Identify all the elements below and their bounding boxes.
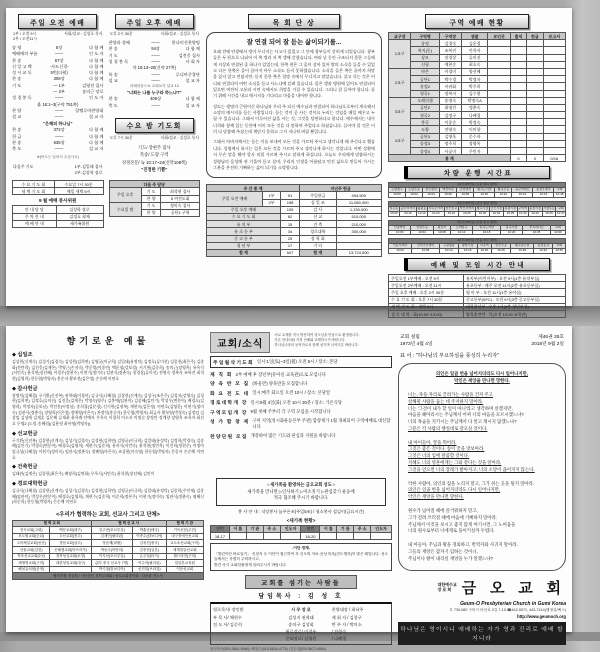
news-items: 제 직 회 2부 예배 후 장년부(유아실·교육관)으로 모입니다 양 육 반 모 집 (바울반) 양육반을 모집합니다 화 요 전 도 대 일시:매주 화요일 오전 10시 / 장소: 본당앞 경로대학개 강 일시:9월 4일(화) 오전 10시 30분 / 장소: 가온식당 구역모임개 강 9월 첫째 주부터 각 구역 모임을 시작합니다 성 가 합 창 제 구미 지역(성시화운동본부 주관) 합창제가 1월 개최되어 구역예배로 대신합니다 찬양단원 모집 개강하여 많은 기도와 관심과 지원을 바랍니다 [210,371,391,440]
wed-prayer-title: 수요 밤 기도회 [115,118,194,133]
cooperation-title: <우리가 협력하는 교회, 선교사 그리고 단체> [56,511,160,518]
worship-column [12,14,200,300]
district-column [388,14,566,317]
senior-pastor: 담임목사 : 김 성 호 [258,594,344,601]
pm-worship-title: 주일 오후 예배 [115,14,194,29]
scripture-poem-box: 의인은 일곱 번을 넘어지더라도 다시 일어나지만, 악인은 재앙을 만나면 망한다. 너는, 죽을 자리로 끌려가는 사람을 건져 주고 살해될 사람을 돕는 데 주저하지 말아라. 너는 '그것이 내가 할 일이 아니'라고 생각하며 살겠지만, 마음을 헤아리시는 주님께서 어찌 너의 마음을 모르시겠느냐? 너의 목숨을 지키시는 주님께서 다 알고 계시지 않겠느냐? 그분은 각 사람의 행실대로 갚으실 것이다. 내 아이들아, 꿀을 먹어라. 그것은 좋은 것이다. 송이 꿀을 맛보아라. 그것은 너의 입에 달콤할 것이다. 지혜도 너의 영혼에게는 그와 같다는 것을 알아라. 그것을 얻으면 너의 장래가 밝아지고, 너의 소망이 끊어지지 않는다. 악한 사람아, 의인의 집을 노리지 말고, 그가 쉬는 곳을 털지 말아라. 의인은 일곱 번을 넘어지더라도 다시 일어나지만, 악인은 재앙을 만나면 망한다. 원수가 넘어질 때에 즐거워하지 말고, 그가 걸려 쓰러질 때에 마음에 기뻐하지 말아라. 주님께서 이것을 보시고 좋지 않게 여기시면, 그 노여움을 너의 원수로부터 너에게로 돌이키실까 두렵다. 내 아들아, 주님과 왕을 경외하고, 반역자와 사귀지 말아라. 그들의 재앙은 갑자기 임하는 것이니, 주님이나 왕이 내리실 재앙을 누가 알겠느냐? [398,363,566,570]
news-title: 교회/소식 [210,332,270,353]
standing-note: ※(묵도는 일어서 주십시오) [36,155,79,160]
church-website-url: http://www.geumoch.org [517,613,566,619]
news-intro: 서로 교제를 적극 방문하여 성도님을 만남으로 환영합니다. 가온 안내서와 가정 선배와 교제하시기 바랍니다. 하나님나라의 동역자로서 함께 섬기며 나아가길 바랍니다. [274,333,360,348]
founded-block: 교회 설립 1973년 4월 4일 [400,335,433,348]
pm-leader: 사회/설교 : 김성호 목사 [160,32,199,36]
service-guide: 봉 사 안 내 : 식당봉사 늘푸른조(주일5조) / 청소봉사 섬김이(금요시간) [238,508,364,514]
pastoral-column [206,14,382,300]
bus-route-2-table: 2호차 45인승 (공단·원평 방면) 임은동 공단사거리 광평동 사곡오거리 상모초교 상모사거리 형곡시장 금오시장 원평시장 구미역 송정시장 시청후문 교회 10:00 10:10 10:13 10:20 10:22 10:25 10:30 10:32 10:35 10:40 10:43 10:45 10:47 [389,201,565,215]
cover-column [398,332,566,643]
issue-block: 제46권 35호 2018년 9월 2일 [531,335,564,348]
essay-paragraphs: 오래 전에 탄광에서 갱이 무너지는 사고가 있었고 그 안에 광부들이 갇히게 되었습니다. 광부들은 두 편으로 나뉘어 이 쪽 갱과 저 쪽 갱에 갇혔습니다. 여러 날 동안 구조되지 못한 그들에게 지상과 연결된 줄 하나가 있었는데, 한쪽 편은 그 줄이 살아 있어 밖의 소식을 들을 수 있었고 다른 한쪽은 줄이 끊어져 아무 소식도 듣지 못하였습니다. 소식을 들은 쪽은 끝까지 희망을 잃지 않고 견뎠지만, 듣지 못한 쪽은 절망 속에서 무너지고 말았습니다. 살고 죽는 것은 어디와 연결되어 어떤 소식을 듣고 사느냐에 달려 있습니다. 몸은 갱과 병원에 있어도 연결되어 있으면 여전히 고통과 시련 속에서도 희망을 가질 수 있습니다. 그러니 잘 들어야 합니다. 듣기 위해 시간을 내고 메시지를 기다리고 마음을 내어야 합니다. 성도는 생명의 근원이신 하나님과 우리 주 되신 예수님과 연결되어 하나님으로부터 계속해서 소망의 메시지를 듣는 사람입니다. 듣는 것이 곧 사는 것이요 누리는 것임을 매일 배우고 누릴 수 있습니다. 그래서 이루어진 삶을 사는 것, 그것을 당연하다고 합니다. 예수께서는 내가 너희와 함께 있는 동안에 이미 모든 것을 다 말하여 주었다고 하셨습니다. 들어야 할 것은 이미 다 말씀해 주셨는데 깨닫지 못하고 그저 지나쳐 버릴 뿐입니다. 그래서 아버지께서는 듣는 이를 보내어 모든 것을 가르쳐 주시고 생각나게 해 주신다고 했습니다. 성령께서 하시는 일은 모든 것을 가르쳐 주고 생각나게 하시는 것입니다. 어떤 상황에서 무슨 말을 해야 할지 직접 가르쳐 주시고 말하게 하십니다. 오늘도 우리에게 말씀하시는 성령님의 음성에 귀 기울여 듣고 살며, 우리의 인생을 아름답고 멋진 삶으로 만들어 가시는 그분을 온전히 기뻐하는 삶이 되기를 소망합니다. [213,49,375,170]
church-address: 우 730-080 구미시 비산로 2길 7-10 ☎442-0071, 443-7414(행정실/팩스) [449,607,566,612]
church-name-english: Geum-O Presbyterian Church in Gumi Korea [460,600,566,607]
staff-pastors: 원로목사/ 장인환 부 목 사/ 채현수 전 도 사/ 김순희 [213,607,244,627]
am-times: 1부 / 오전 9시 2부 / 오전11시 [13,32,37,41]
meeting-times-title: 예배 및 모임 시간 안내 [404,258,550,271]
blank-space [210,442,392,474]
bus-route-3-table: 3호차 15인승 (신평·봉곡 방면) 신평벽산 신평주공 원호리 도개입구 봉곡도서관 봉곡시장 부곡하나로 교회 10:00 10:04 10:08 10:13 10:15 10:20 10:25 10:30 [388,220,566,236]
district-status-table: 교구장 구역명 구역장 권찰 모인곳 출석 헌금 보고서 1교구 송정 김경숙 김운경 복지(동) 조복진 안옥자 상모 장경상 류미선 신평 예현순 최호숙 2교구 야은 이경미 양선혜 공단1 박수경 박정자 송정2 이귀화 박주희 형곡1 정복자 김수열 3교구 도레미샘 송명숙 박명숙A 공단2 최명진 정춘숙 형곡2 김정구 나혜경 봉곡 이종순 박정숙 4교구 도량 전영숙 이미향 공단3 김영욱 문수자 송정3 정주희 장영옥 송정4 사공미 주민자 통 계 0 0 0/16 [388,32,566,162]
offerings-column [12,332,204,626]
district-title: 구역 예배 현황 [425,14,528,29]
issue-meta [400,334,564,348]
pastoral-title: 목 회 단 상 [248,14,340,29]
contact-phones: 담임목사(010-3641-9046) /채현수(010-5634-4775) /김순희(010-5672-9064) [210,647,326,652]
am-worship-section [12,14,104,231]
church-name: 금 오 교 회 [461,580,566,597]
am-order-list: 송 영 5장 다 함 께 예배에의 부름 ―― 인 도 자 찬 송 67장 다 함 께 신 앙 고 백 -사도신경- 다 함 께 성 시 교 독 5번(다윗) 다 함 께 찬 송 308장 다 함 께 기 도 ― 1부 김영진 집사 ― 2부 송의근 장로 성 경 봉 독 ―― 인 도 자 욥 16:1~3(구약 751쪽) 찬 양 ―― 할렐루야찬양대 설 교 ―― 설 교 자 "은혜의 하나님" 찬 송 372장 다 함 께 헌 금 ―― 다 함 께 찬 송 635장 다 함 께 축 도 ―― 설 교 자 [12,45,104,152]
offering-category-thanks: ◆ 감사헌금 장영덕(김혜경) 구기환(신진복) 권혁태(이경미) 김규식(나혜경) 김상현(신계숙) 김성구(조은주) 김성지(강영숙) 김성현(김희연) 김정호(류미선) 김진웅(김계은) 박명숙(영주) 김봉예(임관이) 김종혜(김안기) 박성우(변분이) 배경호(김영희) 박정자(공보남) 박진홍(이정심) 송희경(김문경) 신기현(김정복) 계현숙(김은정) 이연호(김영운) 이현기(정미숙) 임관식(정춘숙) 장영희(이은정) 정애영(마은숙) 차정덕(홍순자) 한동엽(박영자) 최금자 황보영(박정숙) 김정임 김상임 김성애 김제훈 김문혜 류재윤 윤옥례 안예자 우옥숙 이경희 이소자 이정순 장정란 정계향 장영옥 조옥자 최선호 무명2 (드림-송혜림)(김용원 최아영(박영자)) [12,385,204,426]
bus-schedule-title: 차량 운행 시간표 [404,166,550,179]
next-week-duty-table: 다음 주 담당 주일 오후 기 도 최석현 집사 찬 양 5 여전도회 수요일 밤 기 도 정미숙 집사 찬 양 공단1 구역 [109,180,201,217]
offering-category-tithe: ◆ 십일조 김상현(신계숙) 김성기(김경숙) 김성현(김희연) 김영균(이규희) 김일태(유정덕) 김정호(류미선) 김종천(최은주) 김종화(전란희) 김진웅(김계은) 박영근(손지숙) 박준열(이종련) 백운철(강보경) 서기현(김준희) 송의근(장영옥) 유옥식(서민숙) 윤석현(장선혜) 이경우(정현주) 이현기(정미숙) 임관식(정춘숙) 장경상(류미선) 전영숙 정복자 조복진 최석현(김영희) 한동엽(박영자) 홍순자 황보전(김은정) 손순례 이연호 [12,352,204,381]
weekly-stats-table: 주 간 통 계 지난주 헌금 주일 오전 예배 1부 91 주일헌금 494,500 2부 198 십 일 조 11,080,000 주일 오후 예배 105 감 사 1,130,000 수 요 기 도 회 62 선 교 510,000 유 치 부 15 건 축 210,000 유 초 등 부 34 경로대학 300,000 중 고 등 부 25 장 학 회 청 년 부 17 기 타 합 계 547 합 계 13,724,500 [206,184,382,257]
wed-prayer-meta: 오후 7시 30분 사회/설교 : 김성호 목사 [109,135,199,140]
am-worship-title: 주일 오전 예배 [18,14,97,29]
pm-time: 오후 2시 30분 [109,32,133,36]
pm-worship-meta [110,32,200,37]
new-family-table: 연번 이 름 기 관 주 소 인도자 연번 이 름 기 관 주 소 인도자 18-17 18-20 [210,525,392,540]
volunteers-table: 안 내 담 당 김상학 장로 주 차 안 내 김정호 형제 예 배 안 내 새가족위원 [12,205,104,228]
essay-title: 잘 연결 되어 잘 듣는 삶이되기를... [246,39,342,46]
heresy-warning-box: -이단 경계- 「열린이단 바로알기」 신천지 등 이단이 접근하여 각 신도의 자료·음성 미혹(전도행각)이 많은 때입니다. 성도들께서는 각별히 주의하시고, 발견 즉시 교회임원에게 알려주시기 바랍니다. [210,543,392,571]
offerings-title: 향기로운 예물 [66,336,150,346]
bulletin-page-bottom [6,326,572,652]
am-worship-meta [13,32,103,42]
denomination: 대한예수교 장 로 회 [437,581,457,593]
cooperation-table: 협 력 교 회 협 력 선 교 사 협 력 기 관 전곡교회(고령) 백문교회(대구) 김주현(포르투갈) 박훈준(태국) 기독신문(주간) 포도원교회(군위) 우신교회(전주) 김재민(필리핀) 이종수(캄보디아) 대구장애인선교회 고아제일교회(선산) 정문교회(상주) 정준제(네팔) 김성진(중국) 교도소선교회(구미) 산돌교회(김천) 은혜샘교회(아프리카) 박동수(미얀마) 김종현(일본) 세계밀알선교회 목포선교교회(2곳) 경북성심교회(소망) 이지선(포르투갈) 손주열(터키) 월드비전(구미) 새생명교회(구미) 대한성임교회(대구) (2부 중국 선교사 7명) 이수아(필리핀) 밀알본교육원 해성유치원(운영) 박기철(캄보디아) 신진희(브라질) 이음선교회 협력지원 정심원 / 사단법인 경북두레회 / 삼일교회장학회 : 다문화 전도사 [12,520,204,580]
prayer-meeting-table: 수 요 기 도 회 수요일 7시 30분 새 벽 기 도 회 매일 새벽 5시 [12,180,104,195]
church-motto: 표 어 : "하나님의 부요하심을 풍성히 누리자" [400,353,499,360]
pm-order-list: 찬양과 경배 ―― 한나미션찬양팀 찬 송 94장 다 함 께 기 도 ―― 김진웅 집사 성 경 봉 독 ―― 사 회 자 마 16:13~20(신약 27쪽) 특 송 ―― 루디아중창단 설 교 ―― 설 교 자 마태복음으로 교회보기 설교 13 "너희는 나를 누구라 하느냐?" 찬 송 406장 다 함 께 축 도 ―― 설 교 자 [108,40,200,108]
wed-prayer-details: 기도/ 장현주 집사 특송/ 도량 구역 성경본문/ 눅 10:17~24(신약108쪽) "진정한 기쁨" [121,144,187,172]
new-family-status-title: <새가족 현황> [286,517,316,523]
volunteers-title: 9 월 예배 봉사위원 [39,198,77,204]
monthly-prayer-notice: 주일월삭기도회 일시:1일(토)~3일(월) 오전 5시 / 장소: 본당 [210,356,392,368]
new-family-welcome-box: ☆새가족을 환영하는 금오교회 성도☆ 새가족을 만나면 ▷인사하기 ▷미소짓기 ▷관심갖기 운동에 적극 협조해 주시기 바랍니다. [216,478,386,506]
pastoral-essay-box [206,32,382,178]
offering-category-mission: ◆ 선교헌금 구기환(신진복) 김상현(신계숙) 김성기(김경숙) 김성현(김희연) 김영균(이규희) 김일태(유정덕) 김정희(박경숙) 김종혜(김안기) 박경숙(변분이) 배경호(김영희) 계현수(김준희) 유옥식(서민숙) 윤석현(정빈옥) 이건희(정현주) 이정아 임규상(나혜경) 이현기(정미숙) 임관식(정춘숙) 정해영(마은숙) 조상현(이숙영) 한동엽(박영자) 문종자 손순례 이연호 [12,430,204,460]
pm-worship-section [109,14,201,231]
serving-people-title: 교회를 섬기는 사람들 [245,575,358,589]
bulletin-page-top [6,8,572,317]
scripture-banner: 하나님은 영이시니 예배하는 자가 영과 진리로 예배 할지니라 [398,622,566,645]
bus-route-4-table: 4호차 25인승 (인동·상모 방면) 인동우체국 진미주민센터 구평청솔 황상시장 사곡역 상모주공 형곡골든빌 송정동성 교회 10:00 10:05 10:10 10:15 10:20 10:25 10:28 10:32 10:35 [388,238,566,254]
staff-elders: 시 무 장 로 김성지 권혁태 송의구 김상회 원로장로/ 이경우 은퇴장로/ 김영헌 [285,607,317,641]
staff-table [210,602,392,645]
offering-category-senior: ◆ 경로대학헌금 김규식(나혜경) 김상현(신계숙) 김성기(김경숙) 김성현(김희연) 김영균(이규희) 김일태(유정덕) 김종희(주인제) 김종혜(임관이) 박성우(변분이) 배경호(김영희) 계현수(김준희) 이순희(정본주) 이현기(정미숙) 임관식(정춘숙) 평해신(하순희) 한동엽(박영자) 손순례 이연호 [12,480,204,505]
church-name-block [398,577,566,598]
am-leader: 사회/설교 : 김성호 목사 [64,32,103,36]
news-column [210,332,392,652]
offering-category-building: ◆ 건축헌금 김태관(김계은) 김종헌(최은주) 배장희(김연화) 우옥식(서민숙) 윤석현(장선혜) 김안이 [12,464,155,477]
next-week-prayer: 다음주 기도 1부-김일태 집사 2부-김상학 장로 [13,164,103,176]
bus-route-1-table: 1호차 25인승 (도량·형곡 방면) 도량청구 도량주공 선주원당 백산타운 궁전맨션 형곡도서관 형곡주공 육군아파트 송정우체국 교회 10:00 10:02 10:04 10:06 10:08 10:40 10:42 10:43 10:44 10:48 [388,182,566,198]
meeting-times-table: 주일오전 1부예배 : 오전 9시 유치부(어린이부) : 오전 9시(1층 유치부실) 주일오전 2부예배 : 오전 11시 유초등부 : 매주 오전 11시(2층 유초등부실) 주일 오후 예배 : 오후 2시 30분 영 아 부 : 오전 11시(1층 유아실) 수 요 기 도 회 : 오후 7시 30분 중고등부(SFC) : 오전 9시(3층 중고등부실) 새 벽 기 도 회 : 새벽 5시 대학청년부 : 오후 1시(3층 청년부실) 경 로 대 학 : 화(10:00~13:00) 양육훈련반 : 목(오전 10:00 교육관) [388,274,566,318]
staff-ministries: 찬양대장 / 최낙주 제 회 자 / 김창구 반 주 자 / 박미소 / 전형숙 / 나혜경 [331,607,364,641]
